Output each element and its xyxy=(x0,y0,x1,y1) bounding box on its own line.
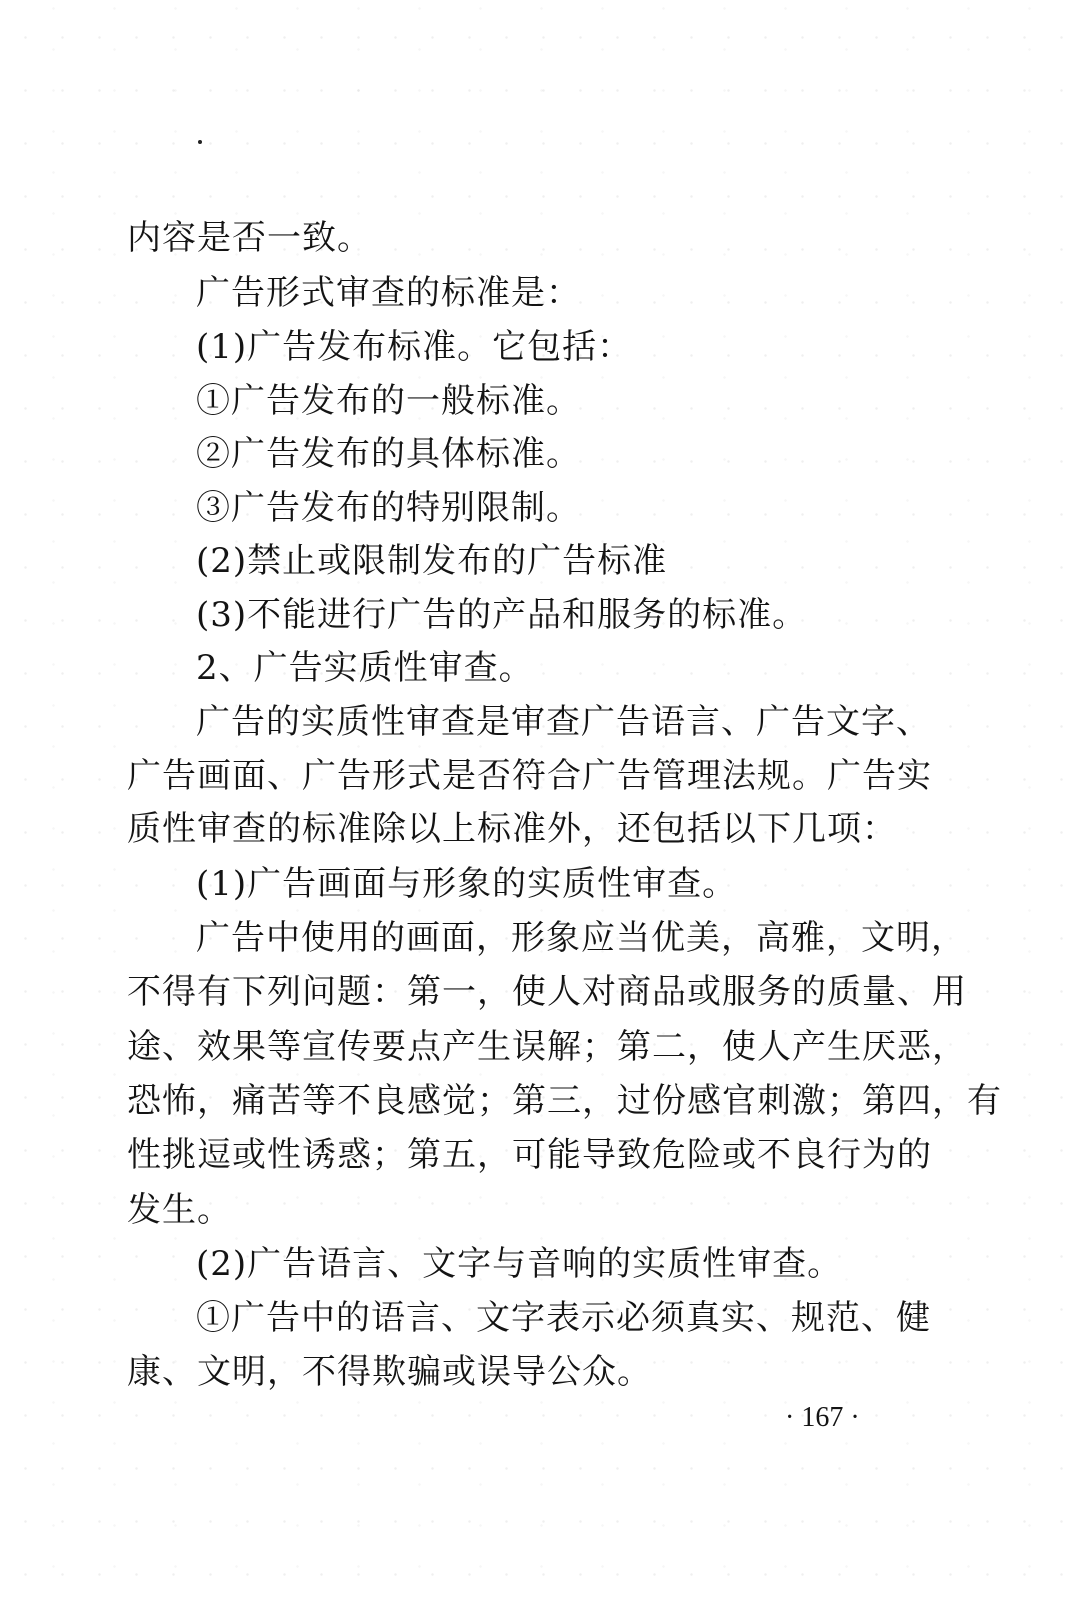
text-line: 性挑逗或性诱惑；第五，可能导致危险或不良行为的 xyxy=(127,1135,932,1175)
text-line: ①广告发布的一般标准。 xyxy=(196,381,581,421)
text-line: 广告形式审查的标准是： xyxy=(196,273,581,313)
text-line: ①广告中的语言、文字表示必须真实、规范、健 xyxy=(196,1298,931,1338)
page-number: · 167 · xyxy=(785,1402,860,1433)
text-line: 内容是否一致。 xyxy=(127,218,372,258)
text-line: 康、文明，不得欺骗或误导公众。 xyxy=(127,1352,652,1392)
text-line: (2)禁止或限制发布的广告标准 xyxy=(196,541,668,581)
text-line: (3)不能进行广告的产品和服务的标准。 xyxy=(196,595,808,635)
text-line: 广告画面、广告形式是否符合广告管理法规。广告实 xyxy=(127,756,932,796)
text-line: ②广告发布的具体标准。 xyxy=(196,434,581,474)
text-line: 2、广告实质性审查。 xyxy=(196,648,534,688)
text-line: 途、效果等宣传要点产生误解；第二，使人产生厌恶， xyxy=(127,1027,967,1067)
text-line: ③广告发布的特别限制。 xyxy=(196,488,581,528)
text-line: 广告中使用的画面，形象应当优美，高雅，文明， xyxy=(196,918,966,958)
text-line: 恐怖，痛苦等不良感觉；第三，过份感官刺激；第四，有 xyxy=(127,1081,1002,1121)
text-line: 发生。 xyxy=(127,1190,232,1230)
text-line: 广告的实质性审查是审查广告语言、广告文字、 xyxy=(196,702,931,742)
text-line: 质性审查的标准除以上标准外，还包括以下几项： xyxy=(127,809,897,849)
text-line: (1)广告发布标准。它包括： xyxy=(196,327,633,367)
text-line: 不得有下列问题：第一，使人对商品或服务的质量、用 xyxy=(127,972,967,1012)
text-line: (2)广告语言、文字与音响的实质性审查。 xyxy=(196,1244,843,1284)
text-line: (1)广告画面与形象的实质性审查。 xyxy=(196,864,738,904)
